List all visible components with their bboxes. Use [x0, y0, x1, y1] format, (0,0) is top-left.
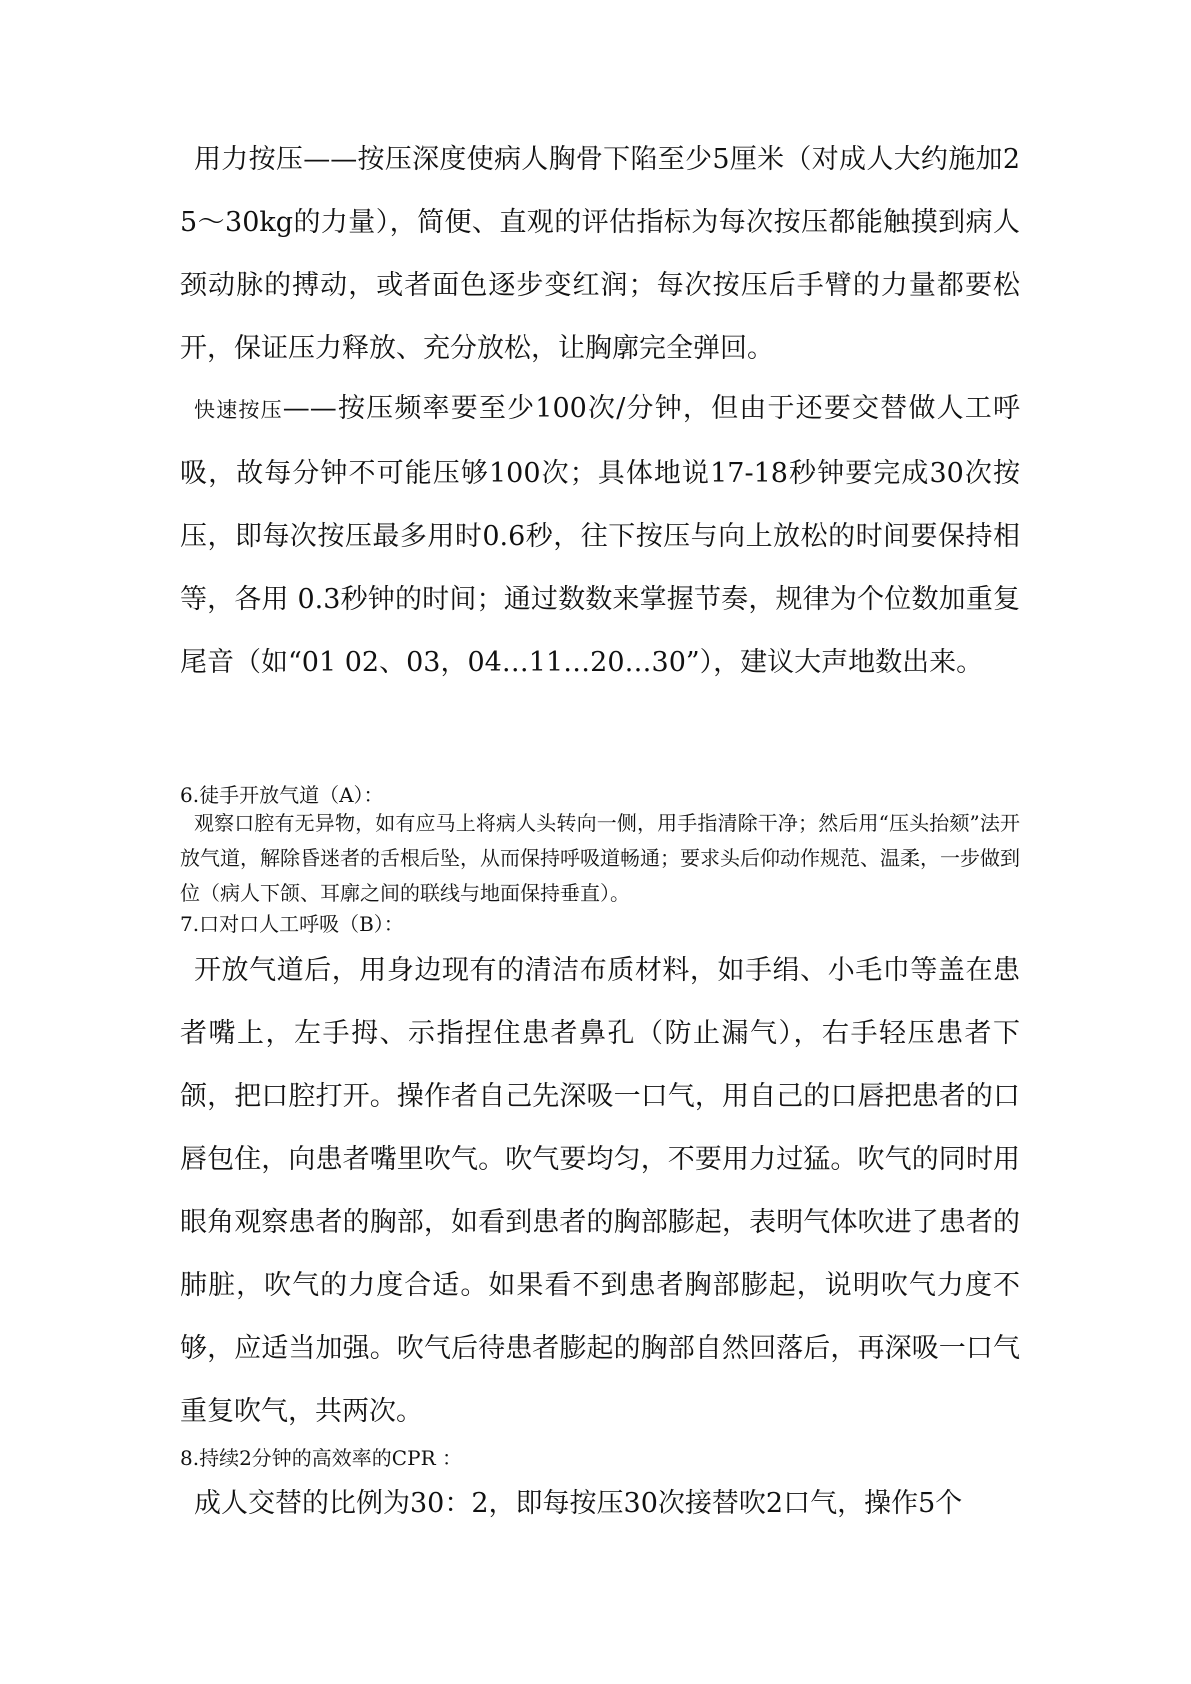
heading-sustained-cpr: 8.持续2分钟的高效率的CPR ：: [180, 1446, 462, 1470]
paragraph-open-airway: 观察口腔有无异物，如有应马上将病人头转向一侧，用手指清除干净；然后用“压头抬颏”法开放气道，解除昏迷者的舌根后坠，从而保持呼吸道畅通；要求头后仰动作规范、温柔，一步做到位（病人下颌、耳廓之间的联线与地面保持垂直）。: [180, 811, 1020, 905]
heading-open-airway: 6.徒手开放气道（A）：: [180, 783, 384, 807]
fast-compression-text: ——按压频率要至少100次/分钟，但由于还要交替做人工呼吸，故每分钟不可能压够100次；具体地说17-18秒钟要完成30次按压，即每次按压最多用时0.6秒，往下按压与向上放松的时间要保持相等，各用 0.3秒钟的时间；通过数数来掌握节奏，规律为个位数加重复尾音（如“01 02、03，04…11…20…30”），建议大声地数出来。: [180, 393, 1020, 678]
paragraph-mouth-to-mouth: 开放气道后，用身边现有的清洁布质材料，如手绢、小毛巾等盖在患者嘴上，左手拇、示指捏住患者鼻孔（防止漏气），右手轻压患者下颌，把口腔打开。操作者自己先深吸一口气，用自己的口唇把患者的口唇包住，向患者嘴里吹气。吹气要均匀，不要用力过猛。吹气的同时用眼角观察患者的胸部，如看到患者的胸部膨起，表明气体吹进了患者的肺脏，吹气的力度合适。如果看不到患者胸部膨起，说明吹气力度不够，应适当加强。吹气后待患者膨起的胸部自然回落后，再深吸一口气重复吹气，共两次。: [180, 955, 1020, 1427]
paragraph-forceful-compression: 用力按压——按压深度使病人胸骨下陷至少5厘米（对成人大约施加25～30kg的力量），简便、直观的评估指标为每次按压都能触摸到病人颈动脉的搏动，或者面色逐步变红润；每次按压后手臂的力量都要松开，保证压力释放、充分放松，让胸廓完全弹回。: [180, 144, 1020, 364]
paragraph-fast-compression: [180, 377, 1020, 694]
fast-compression-lead: 快速按压: [194, 398, 283, 422]
heading-mouth-to-mouth: 7.口对口人工呼吸（B）：: [180, 912, 404, 936]
paragraph-sustained-cpr: 成人交替的比例为30：2，即每按压30次接替吹2口气，操作5个: [194, 1488, 963, 1519]
